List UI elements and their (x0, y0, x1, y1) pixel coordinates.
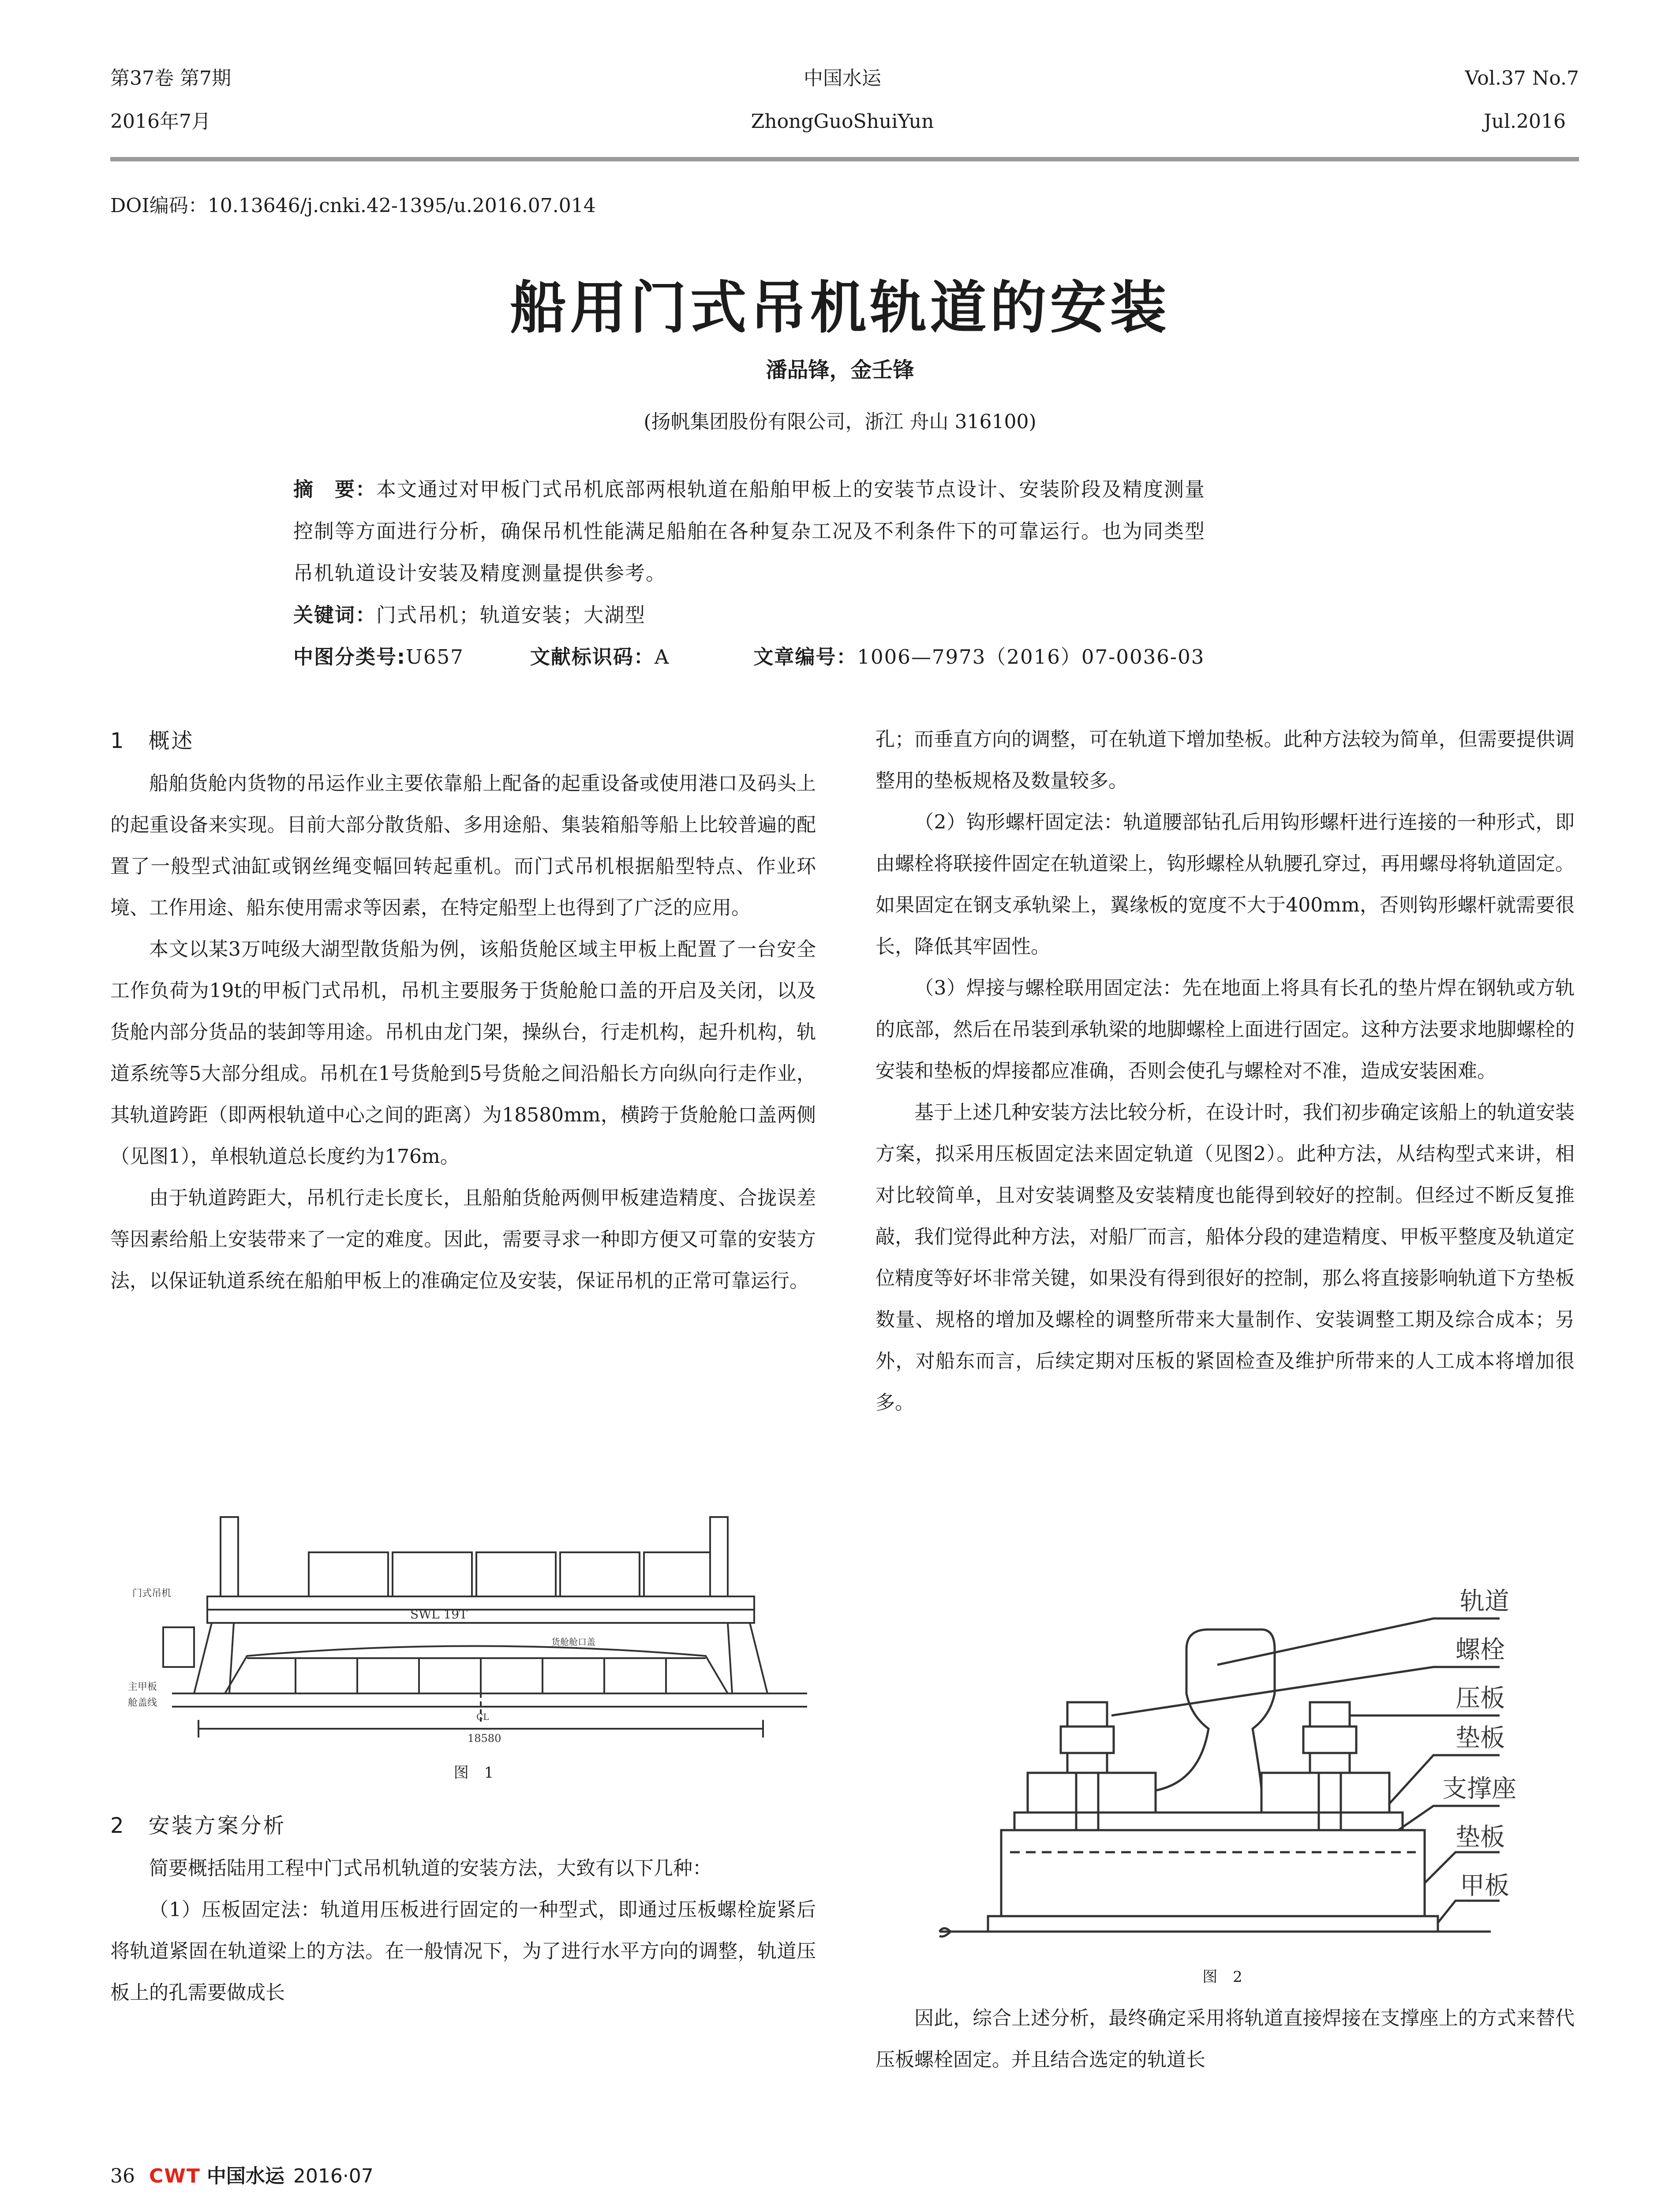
figure-1-caption: 图 1 (453, 1764, 499, 1782)
affiliation: (扬帆集团股份有限公司，浙江 舟山 316100) (644, 411, 1036, 433)
article-title: 船用门式吊机轨道的安装 (510, 275, 1170, 341)
left-paragraph-4: 简要概括陆用工程中门式吊机轨道的安装方法，大致有以下几种： (149, 1857, 712, 1880)
fig1-label-cl: CL (476, 1712, 489, 1722)
header-date-en: Jul.2016 (1483, 110, 1566, 133)
right-paragraph-3: （3）焊接与螺栓联用固定法：先在地面上将具有长孔的垫片焊在钢轨或方轨的底部，然后在吊装到承轨梁的地脚螺栓上面进行固定。这种方法要求地脚螺栓的安装和垫板的焊接都应准确，否则会使孔与螺栓对不准，造成安装困难。 (876, 977, 1575, 1082)
fig1-label-deck: 主甲板 (128, 1682, 157, 1693)
left-paragraph-3: 由于轨道跨距大，吊机行走长度长，且船舶货舱两侧甲板建造精度、合拢误差等因素给船上安装带来了一定的难度。因此，需要寻求一种即方便又可靠的安装方法，以保证轨道系统在船舶甲板上的准确定位及安装，保证吊机的正常可靠运行。 (110, 1187, 816, 1292)
abstract-line-1: 摘 要：本文通过对甲板门式吊机底部两根轨道在船舶甲板上的安装节点设计、安装阶段及精度测量 (293, 478, 1206, 501)
fig1-label-span: 18580 (468, 1732, 501, 1745)
abstract (293, 468, 1422, 678)
header-journal-cn: 中国水运 (804, 67, 881, 90)
authors: 潘品锋，金壬锋 (766, 358, 914, 382)
classification-line: 中图分类号:U657 文献标识码：A 文章编号：1006—7973（2016）07-0036-03 (293, 645, 1205, 669)
header-journal-en: ZhongGuoShuiYun (751, 110, 934, 133)
fig1-label-swl: SWL 19T (410, 1607, 468, 1622)
abstract-line-2: 控制等方面进行分析，确保吊机性能满足船舶在各种复杂工况及不利条件下的可靠运行。也为同类型 (293, 519, 1206, 543)
fig1-label-baseline: 舱盖线 (128, 1697, 157, 1708)
fig2-label-plate: 压板 (1456, 1684, 1505, 1713)
fig2-label-shim: 垫板 (1456, 1724, 1505, 1753)
left-column-continued (110, 1804, 816, 2014)
page-number: 36 (110, 2165, 135, 2187)
footer-issue: 2016·07 (293, 2165, 374, 2187)
fig1-label-hatch: 货舱舱口盖 (551, 1637, 595, 1647)
left-column (110, 719, 816, 1302)
figure-2-caption: 图 2 (1202, 1968, 1248, 1986)
footer-journal: 中国水运 (206, 2165, 284, 2187)
left-paragraph-2: 本文以某3万吨级大湖型散货船为例，该船货舱区域主甲板上配置了一台安全工作负荷为19t的甲板门式吊机，吊机主要服务于货舱舱口盖的开启及关闭，以及货舱内部分货品的装卸等用途。吊机由龙门架，操纵台，行走机构，起升机构，轨道系统等5大部分组成。吊机在1号货舱到5号货舱之间沿船长方向纵向行走作业，其轨道跨距（即两根轨道中心之间的距离）为18580mm，横跨于货舱舱口盖两侧（见图1），单根轨道总长度约为176m。 (110, 938, 816, 1168)
keywords: 关键词：门式吊机；轨道安装；大湖型 (293, 603, 646, 627)
fig1-label-crane: 门式吊机 (132, 1588, 172, 1599)
footer-brand: CWT (149, 2165, 201, 2187)
fig2-label-shim-2: 垫板 (1456, 1823, 1505, 1852)
figure-2-rail-section (926, 1583, 1579, 1958)
header-rule (110, 157, 1579, 161)
header-date-cn: 2016年7月 (110, 110, 211, 133)
right-column (876, 719, 1575, 1424)
fig2-label-bolt: 螺栓 (1456, 1636, 1505, 1664)
fig2-label-rail: 轨道 (1460, 1587, 1509, 1616)
right-paragraph-2: （2）钩形螺杆固定法：轨道腰部钻孔后用钩形螺杆进行连接的一种形式，即由螺栓将联接件固定在轨道梁上，钩形螺栓从轨腰孔穿过，再用螺母将轨道固定。如果固定在钢支承轨梁上，翼缘板的宽度不大于400mm，否则钩形螺杆就需要很长，降低其牢固性。 (876, 811, 1575, 958)
figure-1-crane-drawing (119, 1499, 834, 1751)
header-volume-en: Vol.37 No.7 (1465, 67, 1579, 90)
doi: DOI编码：10.13646/j.cnki.42-1395/u.2016.07.014 (110, 194, 596, 217)
section-1-heading: 1 概述 (110, 729, 195, 753)
left-paragraph-1: 船舶货舱内货物的吊运作业主要依靠船上配备的起重设备或使用港口及码头上的起重设备来实现。目前大部分散货船、多用途船、集装箱船等船上比较普遍的配置了一般型式油缸或钢丝绳变幅回转起重机。而门式吊机根据船型特点、作业环境、工作用途、船东使用需求等因素，在特定船型上也得到了广泛的应用。 (110, 772, 816, 919)
right-paragraph-5: 因此，综合上述分析，最终确定采用将轨道直接焊接在支撑座上的方式来替代压板螺栓固定。并且结合选定的轨道长 (876, 2007, 1575, 2071)
right-paragraph-1: 孔；而垂直方向的调整，可在轨道下增加垫板。此种方法较为简单，但需要提供调整用的垫板规格及数量较多。 (876, 728, 1575, 792)
footer (110, 2160, 374, 2188)
right-column-continued (876, 1998, 1575, 2081)
right-paragraph-4: 基于上述几种安装方法比较分析，在设计时，我们初步确定该船上的轨道安装方案，拟采用压板固定法来固定轨道（见图2）。此种方法，从结构型式来讲，相对比较简单，且对安装调整及安装精度也能得到较好的控制。但经过不断反复推敲，我们觉得此种方法，对船厂而言，船体分段的建造精度、甲板平整度及轨道定位精度等好坏非常关键，如果没有得到很好的控制，那么将直接影响轨道下方垫板数量、规格的增加及螺栓的调整所带来大量制作、安装调整工期及综合成本；另外，对船东而言，后续定期对压板的紧固检查及维护所带来的人工成本将增加很多。 (876, 1101, 1575, 1414)
left-paragraph-5: （1）压板固定法：轨道用压板进行固定的一种型式，即通过压板螺栓旋紧后将轨道紧固在轨道梁上的方法。在一般情况下，为了进行水平方向的调整，轨道压板上的孔需要做成长 (110, 1899, 816, 2004)
abstract-line-3: 吊机轨道设计安装及精度测量提供参考。 (293, 561, 667, 585)
abstract-label: 摘 要： (293, 478, 377, 501)
header-volume-cn: 第37卷 第7期 (110, 67, 231, 90)
section-2-heading: 2 安装方案分析 (110, 1813, 286, 1838)
fig2-label-support: 支撑座 (1442, 1775, 1516, 1803)
fig2-label-deck: 甲板 (1460, 1872, 1509, 1900)
